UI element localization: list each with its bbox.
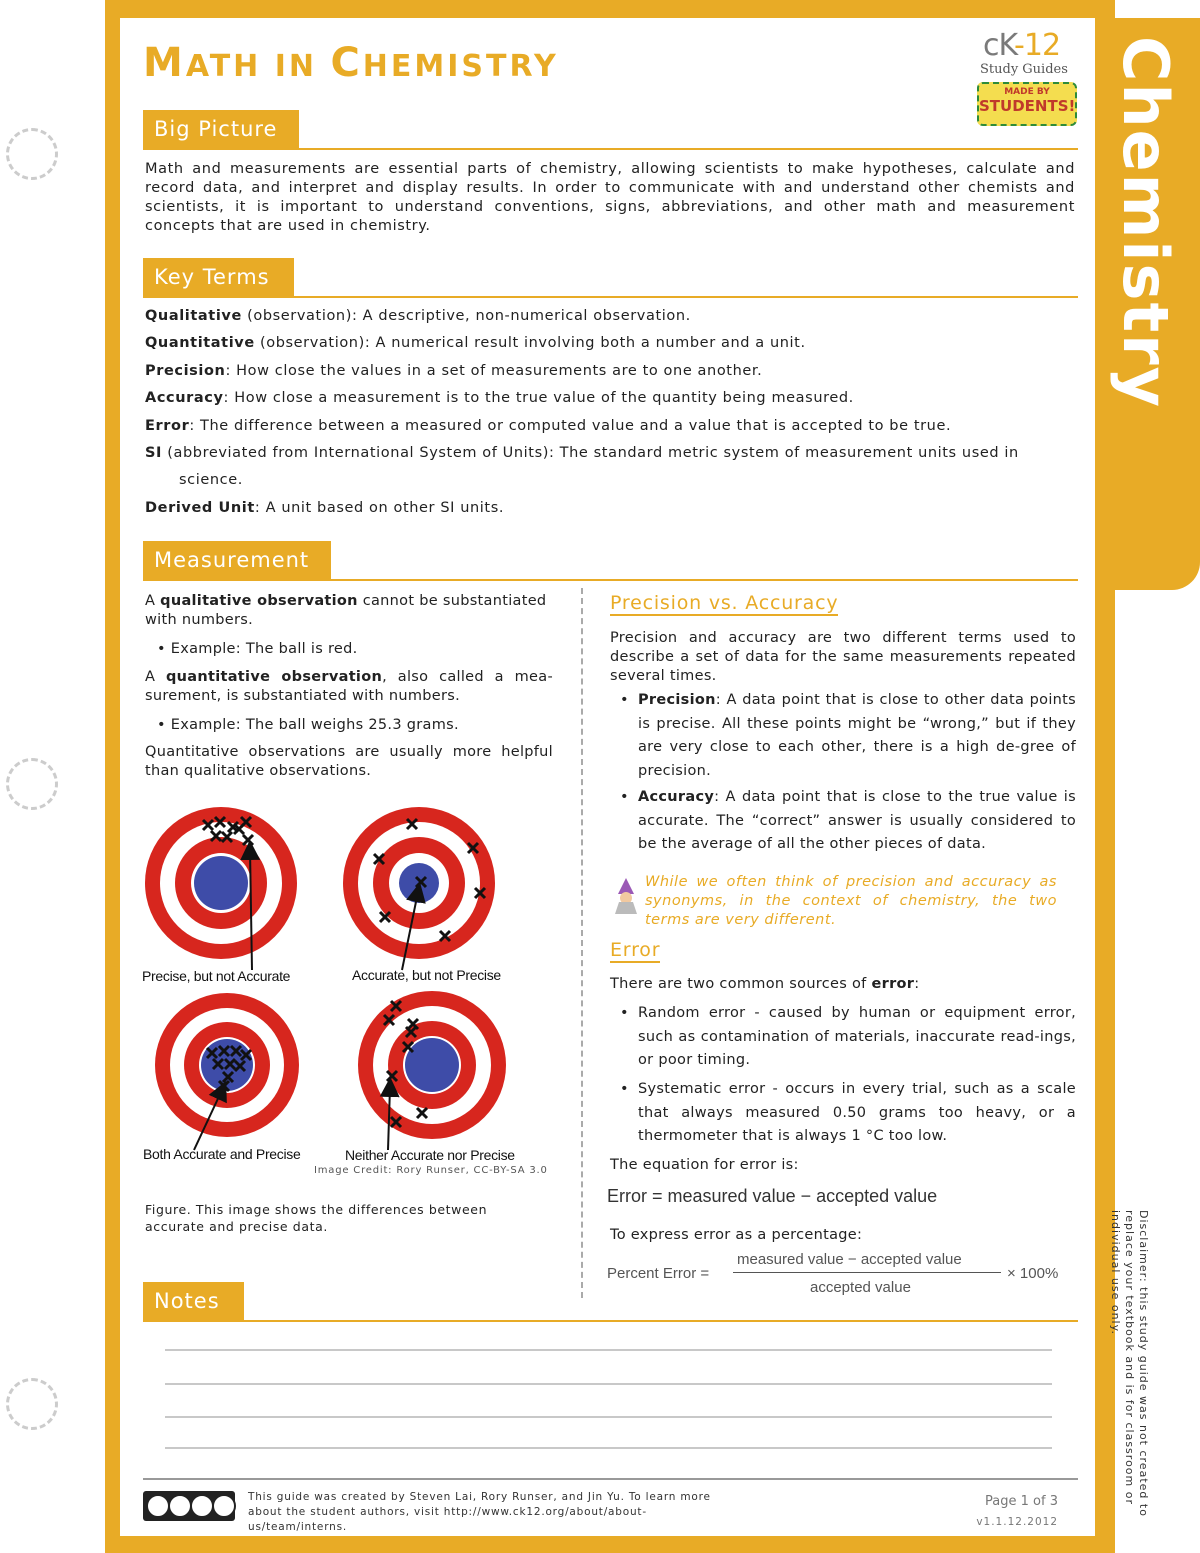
percent-error-denominator: accepted value bbox=[810, 1279, 911, 1296]
precision-accuracy-note: While we often think of precision and accuracy as synonyms, in the context of chemistry, the two terms are very different. bbox=[645, 874, 1057, 928]
quantitative-paragraph: A quantitative observation, also called a mea-surement, is substantiated with numbers. bbox=[145, 669, 553, 704]
percent-error-lhs: Percent Error = bbox=[607, 1265, 710, 1282]
divider bbox=[331, 579, 1078, 581]
version: v1.1.12.2012 bbox=[976, 1516, 1058, 1528]
error-equation-label: The equation for error is: bbox=[610, 1157, 799, 1173]
fraction-bar bbox=[733, 1272, 1001, 1273]
big-picture-heading: Big Picture bbox=[143, 110, 299, 150]
target-label: Precise, but not Accurate bbox=[142, 968, 291, 984]
note-line[interactable] bbox=[165, 1349, 1052, 1351]
example-bullet: • Example: The ball is red. bbox=[157, 641, 358, 657]
precision-accuracy-figure bbox=[140, 800, 560, 1170]
percent-error-label: To express error as a percentage: bbox=[610, 1227, 863, 1243]
quantitative-helpful-text: Quantitative observations are usually more helpful than qualitative observations. bbox=[145, 744, 553, 779]
precision-accuracy-intro: Precision and accuracy are two different terms used to describe a set of data for the same measurements repeated several times. bbox=[610, 630, 1076, 684]
target-label: Neither Accurate nor Precise bbox=[345, 1147, 515, 1163]
binder-hole bbox=[6, 128, 58, 180]
key-terms-heading: Key Terms bbox=[143, 258, 294, 298]
precision-bullet: • Precision: A data point that is close to other data points is precise. All these points might be “wrong,” but if they are very close to each other, there is a high de-gree of precision. bbox=[620, 692, 1076, 779]
term-error: Error: The difference between a measured or computed value and a value that is accepted to be true. bbox=[145, 418, 952, 434]
example-bullet: • Example: The ball weighs 25.3 grams. bbox=[157, 717, 459, 733]
systematic-error-bullet: • Systematic error - occurs in every trial, such as a scale that always measured 0.50 grams too heavy, or a thermometer that is always 1 °C too low. bbox=[620, 1081, 1076, 1144]
accuracy-bullet: • Accuracy: A data point that is close to the true value is accurate. The “correct” answer is usually considered to be the average of all the other pieces of data. bbox=[620, 789, 1076, 852]
footer-divider bbox=[143, 1478, 1078, 1480]
divider bbox=[244, 1320, 1078, 1322]
image-credit: Image Credit: Rory Runser, CC-BY-SA 3.0 bbox=[314, 1165, 548, 1176]
target-accurate-and-precise bbox=[155, 993, 299, 1150]
notes-heading: Notes bbox=[143, 1282, 244, 1322]
divider bbox=[299, 148, 1078, 150]
disclaimer: Disclaimer: this study guide was not created to replace your textbook and is for classroom or individual use only. bbox=[1109, 1210, 1150, 1517]
term-si: SI (abbreviated from International System of Units): The standard metric system of measurement units used in science. bbox=[145, 445, 1019, 488]
made-by-students-badge: MADE BY STUDENTS! bbox=[977, 82, 1077, 126]
cc-license-icon bbox=[143, 1491, 235, 1521]
column-divider bbox=[581, 588, 583, 1298]
side-tab-title: Chemistry bbox=[1109, 36, 1182, 410]
note-line[interactable] bbox=[165, 1447, 1052, 1449]
target-accurate-not-precise bbox=[343, 807, 495, 970]
precision-vs-accuracy-heading: Precision vs. Accuracy bbox=[610, 592, 839, 614]
qualitative-paragraph: A qualitative observation cannot be substantiated with numbers. bbox=[145, 593, 547, 628]
note-line[interactable] bbox=[165, 1416, 1052, 1418]
footer-credit: This guide was created by Steven Lai, Rory Runser, and Jin Yu. To learn more about the student authors, visit http://www.ck12.org/about/about-us/team/interns. bbox=[248, 1491, 711, 1533]
big-picture-text: Math and measurements are essential parts of chemistry, allowing scientists to make hypotheses, calculate and record data, and interpret and display results. In order to communicate with and understand other chemists and scientists, it is important to understand conventions, signs, abbreviations, and other math and measurement concepts that are used in chemistry. bbox=[145, 161, 1075, 234]
wizard-icon bbox=[609, 876, 643, 916]
term-accuracy: Accuracy: How close a measurement is to the true value of the quantity being measured. bbox=[145, 390, 854, 406]
target-label: Both Accurate and Precise bbox=[143, 1146, 301, 1162]
percent-error-numerator: measured value − accepted value bbox=[737, 1251, 962, 1268]
target-neither bbox=[358, 991, 506, 1150]
target-precise-not-accurate bbox=[145, 807, 297, 970]
percent-error-rhs: × 100% bbox=[1007, 1265, 1059, 1282]
page-number: Page 1 of 3 bbox=[985, 1494, 1058, 1509]
measurement-heading: Measurement bbox=[143, 541, 331, 581]
error-intro: There are two common sources of error: bbox=[610, 976, 920, 992]
note-line[interactable] bbox=[165, 1383, 1052, 1385]
divider bbox=[294, 296, 1078, 298]
error-equation: Error = measured value − accepted value bbox=[607, 1186, 938, 1206]
figure-caption: Figure. This image shows the differences between accurate and precise data. bbox=[145, 1202, 488, 1234]
term-precision: Precision: How close the values in a set of measurements are to one another. bbox=[145, 363, 763, 379]
ck12-logo: cK-12 Study Guides MADE BY STUDENTS! bbox=[975, 28, 1080, 128]
binder-hole bbox=[6, 1378, 58, 1430]
term-derived-unit: Derived Unit: A unit based on other SI units. bbox=[145, 500, 505, 516]
term-qualitative: Qualitative (observation): A descriptive, non-numerical observation. bbox=[145, 308, 691, 324]
target-label: Accurate, but not Precise bbox=[352, 967, 501, 983]
term-quantitative: Quantitative (observation): A numerical result involving both a number and a unit. bbox=[145, 335, 806, 351]
random-error-bullet: • Random error - caused by human or equipment error, such as contamination of materials, inaccurate read-ings, or poor timing. bbox=[620, 1005, 1076, 1068]
page-title: MATH IN CHEMISTRY bbox=[143, 40, 559, 86]
binder-hole bbox=[6, 758, 58, 810]
error-heading: Error bbox=[610, 939, 661, 961]
